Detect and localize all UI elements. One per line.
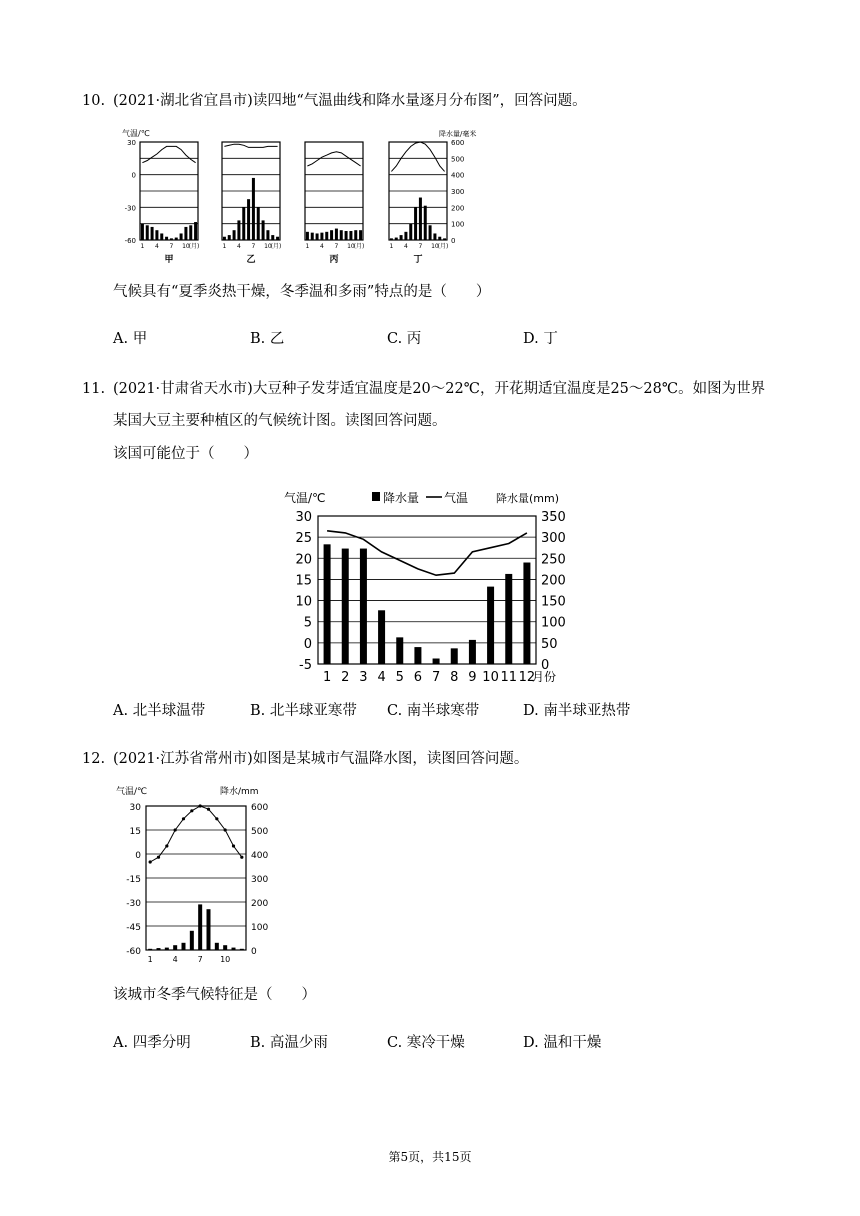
q12-temp-point-8 [207, 808, 210, 811]
q12-xtick-3: 10 [220, 955, 231, 964]
q10-jia-bar-9 [180, 233, 183, 240]
q10-ding-right-tick-6: 0 [451, 237, 456, 245]
q10-ding-bar-5 [409, 224, 412, 240]
q11-stem-line2: 某国大豆主要种植区的气候统计图。读图回答问题。 [113, 413, 447, 429]
q10-jia-panel-label: 甲 [164, 255, 174, 265]
q10-yi-bar-2 [228, 235, 231, 240]
q11-xtick-9: 10 [482, 670, 499, 685]
q12-temp-point-4 [174, 828, 177, 831]
q12-temp-point-2 [157, 856, 160, 859]
q12-right-tick-0: 600 [251, 803, 269, 813]
q10-ding-right-tick-4: 200 [451, 204, 465, 213]
q10-jia-bar-2 [146, 225, 149, 240]
q12-temp-point-6 [190, 809, 193, 812]
q12-stem: (2021·江苏省常州市)如图是某城市气温降水图，读图回答问题。 [113, 751, 529, 767]
q11-bar-6 [414, 647, 421, 664]
q12-right-tick-5: 100 [251, 923, 269, 933]
q10-ding-xtick-0: 1 [389, 243, 394, 250]
q10-bing-bar-1 [306, 232, 309, 240]
q11-xtick-0: 1 [322, 670, 332, 685]
q11-right-tick-2: 250 [541, 552, 566, 568]
q11-number: 11. [82, 381, 106, 397]
q12-option-d[interactable]: D. 温和干燥 [523, 1035, 602, 1051]
q11-left-axis-label: 气温/℃ [284, 491, 326, 505]
q10-ding-xtick-3: 10 [431, 243, 439, 250]
q11-xtick-3: 4 [377, 670, 386, 685]
q12-temp-point-1 [149, 860, 152, 863]
q10-yi-xtick-1: 4 [237, 243, 241, 250]
q10-stem: (2021·湖北省宜昌市)读四地“气温曲线和降水量逐月分布图”，回答问题。 [113, 93, 587, 109]
q10-yi-bar-5 [242, 207, 245, 240]
q10-ding-bar-9 [429, 225, 432, 240]
q11-left-tick-5: 5 [303, 615, 312, 631]
q10-yi-xtick-2: 7 [251, 243, 256, 250]
q12-temp-point-10 [224, 828, 227, 831]
q12-xtick-0: 1 [147, 955, 153, 964]
q12-temp-point-3 [165, 844, 168, 847]
q10-ding-xtick-2: 7 [418, 243, 423, 250]
q12-left-tick-5: -45 [126, 923, 141, 933]
q10-ding-bar-7 [419, 198, 422, 240]
q11-legend-temp: 气温 [444, 491, 469, 505]
q10-jia-bar-1 [141, 224, 144, 240]
q12-bar-8 [207, 909, 211, 950]
q11-chart [282, 486, 592, 686]
q12-bar-5 [182, 943, 186, 950]
q11-bar-2 [342, 549, 349, 664]
q10-bing-xtick-4: (月) [353, 243, 365, 250]
q10-jia-left-tick-0: 30 [127, 139, 136, 147]
q10-number: 10. [82, 93, 106, 109]
q12-bar-10 [223, 945, 227, 950]
q12-temp-point-9 [215, 817, 218, 820]
q12-right-tick-1: 500 [251, 827, 269, 837]
q12-right-tick-3: 300 [251, 875, 269, 885]
q10-ding-bar-2 [395, 238, 398, 240]
q12-left-axis-label: 气温/℃ [116, 787, 148, 797]
q10-ding-xtick-1: 4 [404, 243, 408, 250]
q12-chart [112, 780, 282, 970]
q11-right-tick-3: 200 [541, 573, 566, 589]
q10-ding-bar-6 [414, 207, 417, 240]
q10-yi-bar-6 [247, 199, 250, 240]
q10-ding-bar-8 [424, 206, 427, 240]
q11-right-axis-label: 降水量(mm) [496, 492, 560, 505]
q10-bing-temp-line [307, 152, 360, 166]
q10-ding-right-tick-2: 400 [451, 171, 465, 180]
q10-ding-bar-4 [404, 232, 407, 240]
q11-bar-7 [433, 659, 440, 664]
q10-yi-xtick-0: 1 [222, 243, 227, 250]
q12-bar-4 [173, 945, 177, 950]
q12-xtick-1: 4 [172, 955, 178, 964]
q11-right-tick-4: 150 [541, 594, 566, 610]
q11-xtick-6: 7 [431, 670, 441, 685]
q10-yi-bar-7 [252, 178, 255, 240]
q12-bar-3 [165, 948, 169, 950]
q10-yi-xtick-4: (月) [270, 243, 282, 250]
q11-xtick-5: 6 [413, 670, 423, 685]
q10-ding-right-tick-1: 500 [451, 155, 465, 164]
q11-xtick-4: 5 [395, 670, 404, 685]
q10-ding-bar-12 [443, 238, 446, 240]
q10-yi-bar-9 [262, 220, 265, 240]
q11-left-tick-2: 20 [295, 552, 312, 568]
q10-ding-bar-10 [433, 233, 436, 240]
q11-legend-precip: 降水量 [383, 491, 420, 505]
q10-yi-panel-label: 乙 [246, 255, 256, 265]
q10-bing-xtick-2: 7 [334, 243, 339, 250]
q12-bar-2 [157, 948, 161, 950]
q11-xtick-7: 8 [450, 670, 459, 685]
q12-left-tick-3: -15 [126, 875, 141, 885]
q10-bing-panel-label: 丙 [329, 255, 339, 265]
q10-bing-xtick-1: 4 [320, 243, 324, 250]
q10-charts [118, 124, 618, 264]
q10-jia-xtick-4: (月) [188, 243, 200, 250]
q12-bar-7 [198, 904, 202, 950]
q10-jia-bar-8 [175, 238, 178, 240]
q12-right-tick-4: 200 [251, 899, 269, 909]
q10-jia-xtick-0: 1 [140, 243, 145, 250]
q10-ding-right-tick-5: 100 [451, 220, 465, 229]
q10-option-c[interactable]: C. 丙 [387, 331, 422, 347]
q11-right-tick-0: 350 [541, 510, 566, 525]
q12-option-b[interactable]: B. 高温少雨 [250, 1035, 328, 1051]
q10-ding-temp-line [391, 142, 444, 171]
q11-bar-1 [324, 544, 331, 664]
q10-bing-bar-6 [330, 230, 333, 240]
q10-bing-bar-7 [335, 229, 338, 240]
q11-xtick-2: 3 [359, 670, 368, 685]
q11-right-tick-7: 0 [541, 658, 550, 673]
q12-temp-point-5 [182, 817, 185, 820]
q10-bing-bar-12 [359, 230, 362, 240]
q10-ding-panel-label: 丁 [413, 255, 423, 265]
q10-jia-bar-7 [170, 238, 173, 240]
q12-right-axis-label: 降水/mm [220, 787, 259, 797]
q10-jia-left-tick-3: -60 [124, 237, 136, 245]
q10-bing-bar-2 [311, 233, 314, 240]
q10-jia-bar-4 [155, 230, 158, 240]
q10-jia-xtick-3: 10 [182, 243, 190, 250]
q12-right-tick-2: 400 [251, 851, 269, 861]
q11-bar-5 [396, 637, 403, 664]
q10-jia-left-tick-2: -30 [124, 204, 136, 213]
q12-temp-point-12 [240, 856, 243, 859]
q10-bing-bar-4 [320, 233, 323, 240]
q10-yi-bar-3 [233, 230, 236, 240]
q12-bar-9 [215, 943, 219, 950]
q10-bing-bar-8 [340, 230, 343, 240]
q10-ding-right-tick-3: 300 [451, 188, 465, 196]
q11-left-tick-4: 10 [295, 594, 312, 610]
q10-yi-bar-8 [257, 207, 260, 240]
q10-jia-bar-12 [194, 222, 197, 240]
q11-bar-10 [487, 587, 494, 664]
q11-right-tick-6: 50 [541, 636, 558, 652]
q11-xtick-8: 9 [468, 670, 477, 685]
q12-temp-point-7 [199, 804, 202, 807]
q12-option-a[interactable]: A. 四季分明 [113, 1035, 191, 1051]
q11-question: 该国可能位于（ ） [113, 446, 258, 462]
q10-jia-left-tick-1: 0 [131, 171, 136, 180]
q10-jia-bar-10 [184, 227, 187, 240]
q10-ding-right-axis-label: 降水量/毫米 [439, 130, 477, 138]
q10-ding-right-tick-0: 600 [451, 139, 465, 147]
q11-xtick-10: 11 [500, 670, 518, 685]
q12-option-c[interactable]: C. 寒冷干燥 [387, 1035, 465, 1051]
q10-option-b[interactable]: B. 乙 [250, 331, 285, 347]
q11-left-tick-1: 25 [295, 531, 312, 547]
q12-bar-11 [232, 948, 236, 950]
q11-bar-11 [505, 574, 512, 664]
q10-jia-bar-6 [165, 237, 168, 240]
q12-left-tick-4: -30 [126, 899, 141, 909]
q12-bar-12 [240, 949, 244, 950]
q10-jia-left-axis-label: 气温/℃ [122, 129, 150, 138]
q10-yi-bar-10 [266, 230, 269, 240]
q11-left-tick-3: 15 [295, 573, 312, 589]
q12-right-tick-6: 0 [251, 947, 257, 957]
q10-yi-bar-12 [276, 237, 279, 240]
q12-bar-1 [148, 949, 152, 950]
q12-left-tick-2: 0 [135, 851, 141, 861]
q10-jia-bar-11 [189, 225, 192, 240]
q11-bar-8 [451, 648, 458, 664]
q12-left-tick-6: -60 [126, 947, 141, 957]
q12-temp-point-11 [232, 844, 235, 847]
q11-xtick-11: 12 [518, 670, 536, 685]
q12-bar-6 [190, 931, 194, 950]
q10-bing-bar-5 [325, 232, 328, 240]
q12-xtick-2: 7 [197, 955, 203, 964]
q10-yi-bar-4 [237, 220, 240, 240]
q11-bar-9 [469, 640, 476, 664]
q12-temp-line [150, 806, 242, 862]
q10-bing-xtick-3: 10 [347, 243, 355, 250]
q11-bar-3 [360, 549, 367, 664]
q11-left-tick-6: 0 [303, 636, 312, 652]
q10-question: 气候具有“夏季炎热干燥，冬季温和多雨”特点的是（ ） [113, 284, 491, 300]
q12-number: 12. [82, 751, 106, 767]
q11-bar-12 [523, 563, 530, 664]
q11-right-tick-1: 300 [541, 531, 566, 547]
page-footer: 第5页，共15页 [388, 1150, 472, 1164]
q10-jia-bar-5 [160, 233, 163, 240]
q10-yi-temp-line [224, 144, 277, 147]
q11-left-tick-0: 30 [295, 510, 312, 525]
q12-question: 该城市冬季气候特征是（ ） [113, 987, 316, 1003]
q10-jia-temp-line [142, 146, 195, 162]
q11-xtick-1: 2 [341, 670, 350, 685]
q11-stem-line1: (2021·甘肃省天水市)大豆种子发芽适宜温度是20～22℃，开花期适宜温度是25～28℃。如图为世界 [113, 381, 766, 397]
q10-option-a[interactable]: A. 甲 [113, 331, 148, 347]
q11-frame [318, 516, 536, 664]
q11-option-c[interactable]: C. 南半球寒带 [387, 703, 480, 719]
q12-left-tick-1: 15 [129, 827, 141, 837]
q10-ding-bar-11 [438, 237, 441, 240]
q10-jia-xtick-1: 4 [155, 243, 159, 250]
q11-right-tick-5: 100 [541, 615, 566, 631]
q10-bing-bar-3 [316, 233, 319, 240]
q10-bing-xtick-0: 1 [305, 243, 310, 250]
q10-bing-bar-11 [354, 230, 357, 240]
q10-option-d[interactable]: D. 丁 [523, 331, 558, 347]
q10-yi-xtick-3: 10 [264, 243, 272, 250]
q12-left-tick-0: 30 [129, 803, 141, 813]
q10-ding-bar-1 [390, 238, 393, 240]
q11-bar-4 [378, 610, 385, 664]
q11-legend-bar-swatch [372, 492, 380, 501]
q10-bing-bar-10 [349, 231, 352, 240]
q11-option-b[interactable]: B. 北半球亚寒带 [250, 703, 357, 719]
q11-option-d[interactable]: D. 南半球亚热带 [523, 703, 631, 719]
q10-jia-xtick-2: 7 [169, 243, 174, 250]
q10-yi-bar-11 [271, 235, 274, 240]
q11-x-unit: 月份 [532, 670, 557, 684]
q10-yi-bar-1 [223, 237, 226, 240]
q10-ding-xtick-4: (月) [437, 243, 449, 250]
q11-left-tick-7: -5 [299, 658, 312, 673]
q11-option-a[interactable]: A. 北半球温带 [113, 703, 206, 719]
q10-jia-bar-3 [151, 227, 154, 240]
q10-ding-bar-3 [400, 235, 403, 240]
q10-bing-bar-9 [345, 231, 348, 240]
